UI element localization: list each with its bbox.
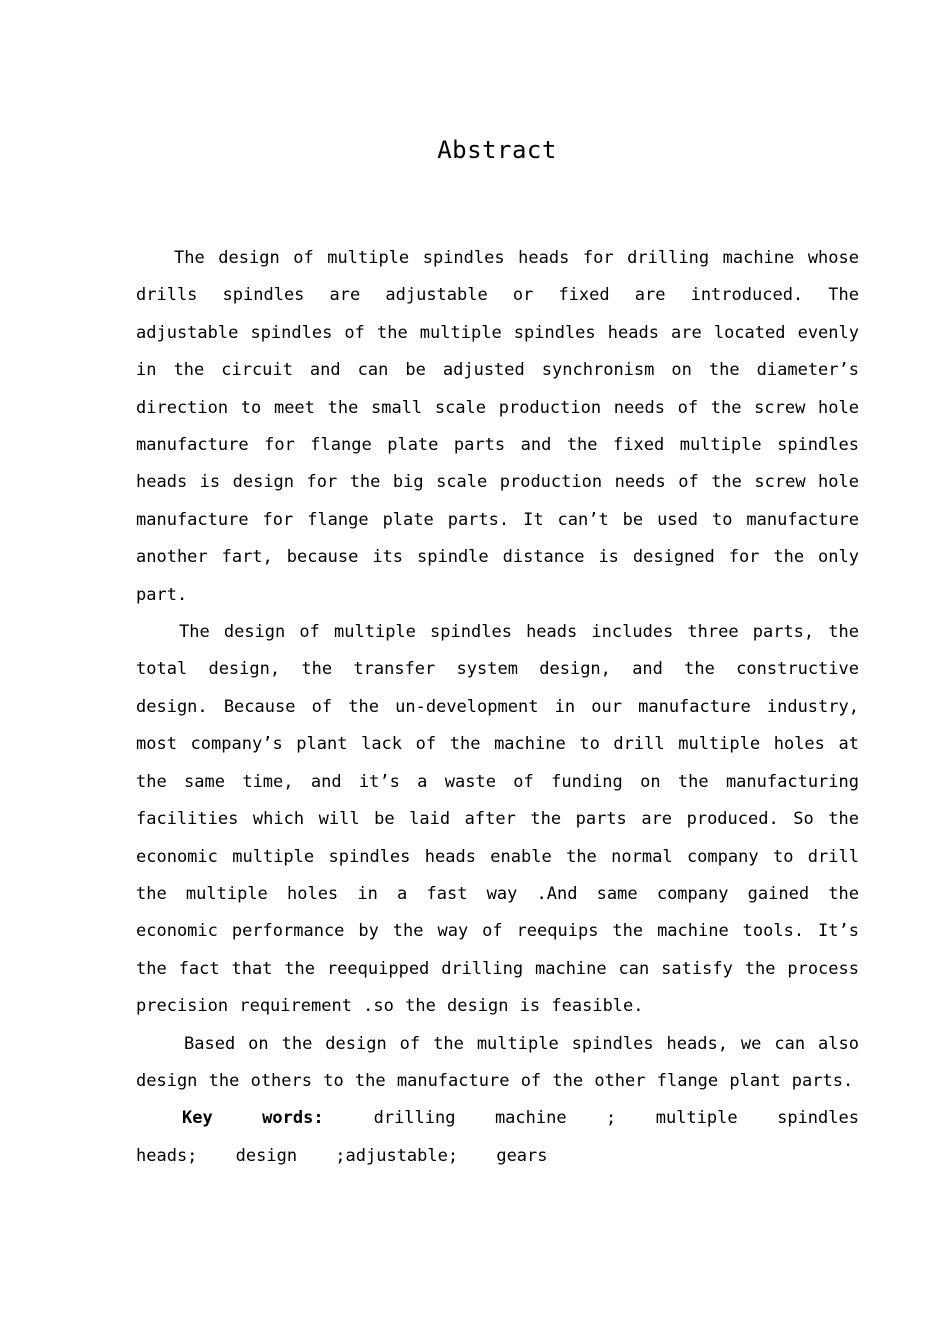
page-title: Abstract — [437, 136, 557, 164]
abstract-paragraph-3: Based on the design of the multiple spindles heads, we can also design the others to the manufacture of the other flange plant parts. — [136, 1033, 859, 1091]
abstract-paragraph-2: The design of multiple spindles heads includes three parts, the total design, the transfer system design, and the constructive design. Because of the un-development in our manufacture industry, most company’s plant lack of the machine to drill multiple holes at the same time, and it’s a waste of funding on the manufacturing facilities which will be laid after the parts are produced. So the economic multiple spindles heads enable the normal company to drill the multiple holes in a fast way .And same company gained the economic performance by the way of reequips the machine tools. It’s the fact that the reequipped drilling machine can satisfy the process precision requirement .so the design is feasible. — [136, 622, 859, 1017]
keywords-line — [136, 1100, 859, 1175]
keywords-value: drilling machine ; multiple spindles heads; design ;adjustable; gears — [136, 1108, 859, 1166]
keywords-label: Key words: — [182, 1108, 324, 1129]
abstract-body — [136, 240, 859, 1175]
abstract-paragraph-1: The design of multiple spindles heads for drilling machine whose drills spindles are adjustable or fixed are introduced. The adjustable spindles of the multiple spindles heads are located evenly in the circuit and can be adjusted synchronism on the diameter’s direction to meet the small scale production needs of the screw hole manufacture for flange plate parts and the fixed multiple spindles heads is design for the big scale production needs of the screw hole manufacture for flange plate parts. It can’t be used to manufacture another fart, because its spindle distance is designed for the only part. — [136, 248, 859, 605]
